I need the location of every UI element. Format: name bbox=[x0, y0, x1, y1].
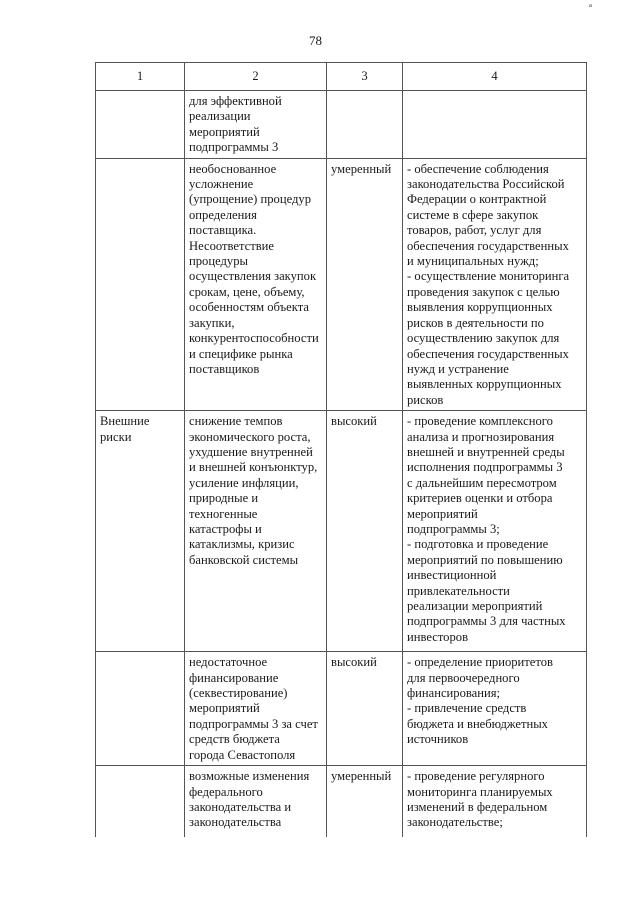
risk-category-cell bbox=[96, 158, 185, 411]
mitigation-measures-cell bbox=[403, 158, 587, 411]
risk-description-line: (секвестирование) bbox=[189, 685, 288, 700]
risk-description-line: осуществления закупок bbox=[189, 269, 317, 284]
risk-level-cell bbox=[327, 411, 403, 652]
mitigation-measure-line: - проведение комплексного bbox=[407, 414, 553, 429]
mitigation-measure-line: - определение приоритетов bbox=[407, 655, 553, 670]
risk-description-line: подпрограммы 3 за счет bbox=[189, 716, 318, 731]
mitigation-measure-line: Федерации о контрактной bbox=[407, 192, 547, 207]
risk-description-line: срокам, цене, объему, bbox=[189, 284, 305, 299]
risk-description-line: для эффективной bbox=[189, 94, 282, 108]
page-number: 78 bbox=[309, 33, 322, 48]
risk-description-line: законодательства и bbox=[189, 799, 292, 814]
column-header: 4 bbox=[403, 63, 587, 91]
mitigation-measure-line: проведения закупок с целью bbox=[407, 284, 560, 299]
risk-table bbox=[95, 62, 587, 837]
column-header: 1 bbox=[96, 63, 185, 91]
risk-description-line: ухудшение внутренней bbox=[189, 444, 313, 459]
risk-description-line: и специфике рынка bbox=[189, 346, 293, 361]
mitigation-measures-cell bbox=[403, 411, 587, 652]
risk-description-line: катаклизмы, кризис bbox=[189, 537, 295, 552]
risk-description-line: города Севастополя bbox=[189, 747, 296, 762]
risk-description-line: банковской системы bbox=[189, 552, 299, 567]
risk-level: умеренный bbox=[331, 161, 392, 176]
risk-description-line: возможные изменения bbox=[189, 769, 310, 784]
risk-description-cell bbox=[185, 766, 327, 837]
risk-description-line: средств бюджета bbox=[189, 732, 280, 747]
mitigation-measure-line: для первоочередного bbox=[407, 670, 520, 685]
table-row bbox=[96, 766, 587, 837]
mitigation-measure-line: источников bbox=[407, 732, 469, 747]
risk-description-line: процедуры bbox=[189, 254, 248, 269]
table-header-row bbox=[96, 63, 587, 91]
column-header: 3 bbox=[327, 63, 403, 91]
mitigation-measure-line: мероприятий bbox=[407, 506, 478, 521]
mitigation-measure-line: - подготовка и проведение bbox=[407, 537, 549, 552]
risk-description-line: усиление инфляции, bbox=[189, 475, 299, 490]
mitigation-measure-line: нужд и устранение bbox=[407, 361, 509, 376]
risk-level-cell bbox=[327, 652, 403, 766]
corner-mark: ᵃ bbox=[589, 1, 593, 13]
risk-description-line: федерального bbox=[189, 784, 263, 799]
mitigation-measure-line: обеспечения государственных bbox=[407, 238, 569, 253]
risk-description-line: катастрофы и bbox=[189, 521, 262, 536]
mitigation-measure-line: рисков bbox=[407, 392, 444, 407]
mitigation-measure-line: выявления коррупционных bbox=[407, 300, 553, 315]
mitigation-measure-line: инвесторов bbox=[407, 629, 469, 644]
mitigation-measure-line: с дальнейшим пересмотром bbox=[407, 475, 557, 490]
mitigation-measures-cell bbox=[403, 91, 587, 159]
mitigation-measure-line: и муниципальных нужд; bbox=[407, 254, 539, 269]
risk-description-line: законодательства bbox=[189, 815, 282, 830]
table-row bbox=[96, 91, 587, 159]
risk-description-line: экономического роста, bbox=[189, 429, 311, 444]
risk-description-line: недостаточное bbox=[189, 655, 268, 670]
risk-description-line: усложнение bbox=[189, 177, 254, 192]
column-header: 2 bbox=[185, 63, 327, 91]
table-row bbox=[96, 158, 587, 411]
risk-description-line: подпрограммы 3 bbox=[189, 140, 279, 155]
mitigation-measure-line: реализации мероприятий bbox=[407, 599, 543, 613]
risk-description-cell bbox=[185, 158, 327, 411]
mitigation-measure-line: мониторинга планируемых bbox=[407, 784, 553, 799]
risk-description-line: поставщиков bbox=[189, 361, 260, 376]
risk-level: высокий bbox=[331, 655, 377, 670]
mitigation-measure-line: выявленных коррупционных bbox=[407, 377, 562, 392]
mitigation-measure-line: привлекательности bbox=[407, 583, 510, 598]
risk-description-line: мероприятий bbox=[189, 701, 260, 716]
mitigation-measure-line: исполнения подпрограммы 3 bbox=[407, 460, 563, 475]
mitigation-measure-line: мероприятий по повышению bbox=[407, 552, 563, 567]
risk-level: умеренный bbox=[331, 769, 392, 784]
mitigation-measure-line: критериев оценки и отбора bbox=[407, 491, 553, 506]
risk-description-line: мероприятий bbox=[189, 124, 260, 139]
mitigation-measure-line: бюджета и внебюджетных bbox=[407, 716, 548, 731]
risk-description-line: поставщика. bbox=[189, 223, 257, 238]
risk-description-line: снижение темпов bbox=[189, 414, 283, 429]
risk-category-cell bbox=[96, 766, 185, 837]
mitigation-measure-line: товаров, работ, услуг для bbox=[407, 223, 542, 238]
mitigation-measure-line: осуществлению закупок для bbox=[407, 331, 560, 346]
mitigation-measure-line: подпрограммы 3; bbox=[407, 521, 500, 536]
mitigation-measure-line: инвестиционной bbox=[407, 568, 497, 583]
mitigation-measure-line: рисков в деятельности по bbox=[407, 315, 544, 330]
risk-description-line: и внешней конъюнктур, bbox=[189, 460, 318, 475]
risk-description-line: техногенные bbox=[189, 506, 258, 521]
mitigation-measure-line: изменений в федеральном bbox=[407, 799, 548, 814]
risk-category: Внешние риски bbox=[100, 414, 150, 444]
risk-category-cell bbox=[96, 652, 185, 766]
risk-description-line: реализации bbox=[189, 109, 251, 124]
risk-description-line: Несоответствие bbox=[189, 238, 275, 253]
table-row bbox=[96, 652, 587, 766]
risk-level-cell bbox=[327, 766, 403, 837]
mitigation-measure-line: - проведение регулярного bbox=[407, 769, 545, 784]
table-row bbox=[96, 411, 587, 652]
risk-description-line: финансирование bbox=[189, 670, 279, 685]
risk-level-cell bbox=[327, 158, 403, 411]
risk-level-cell bbox=[327, 91, 403, 159]
risk-description-cell bbox=[185, 91, 327, 159]
mitigation-measure-line: обеспечения государственных bbox=[407, 346, 569, 361]
risk-category-cell bbox=[96, 91, 185, 159]
mitigation-measure-line: - обеспечение соблюдения bbox=[407, 161, 549, 176]
mitigation-measure-line: системе в сфере закупок bbox=[407, 207, 539, 222]
risk-description-line: определения bbox=[189, 207, 257, 222]
mitigation-measure-line: законодательстве; bbox=[407, 815, 503, 830]
mitigation-measure-line: анализа и прогнозирования bbox=[407, 429, 555, 444]
mitigation-measure-line: внешней и внутренней среды bbox=[407, 444, 565, 459]
risk-description-cell bbox=[185, 652, 327, 766]
risk-level: высокий bbox=[331, 414, 377, 429]
mitigation-measure-line: подпрограммы 3 для частных bbox=[407, 614, 566, 629]
risk-description-line: конкурентоспособности bbox=[189, 331, 319, 346]
risk-description-line: природные и bbox=[189, 491, 259, 506]
mitigation-measures-cell bbox=[403, 652, 587, 766]
risk-description-line: особенностям объекта bbox=[189, 300, 309, 315]
mitigation-measure-line: финансирования; bbox=[407, 685, 501, 700]
risk-category-cell bbox=[96, 411, 185, 652]
risk-description-line: (упрощение) процедур bbox=[189, 192, 312, 207]
mitigation-measure-line: - привлечение средств bbox=[407, 701, 527, 716]
mitigation-measure-line: законодательства Российской bbox=[407, 177, 565, 192]
risk-description-line: закупки, bbox=[189, 315, 235, 330]
mitigation-measures-cell bbox=[403, 766, 587, 837]
risk-description-line: необоснованное bbox=[189, 161, 277, 176]
mitigation-measure-line: - осуществление мониторинга bbox=[407, 269, 570, 284]
risk-description-cell bbox=[185, 411, 327, 652]
